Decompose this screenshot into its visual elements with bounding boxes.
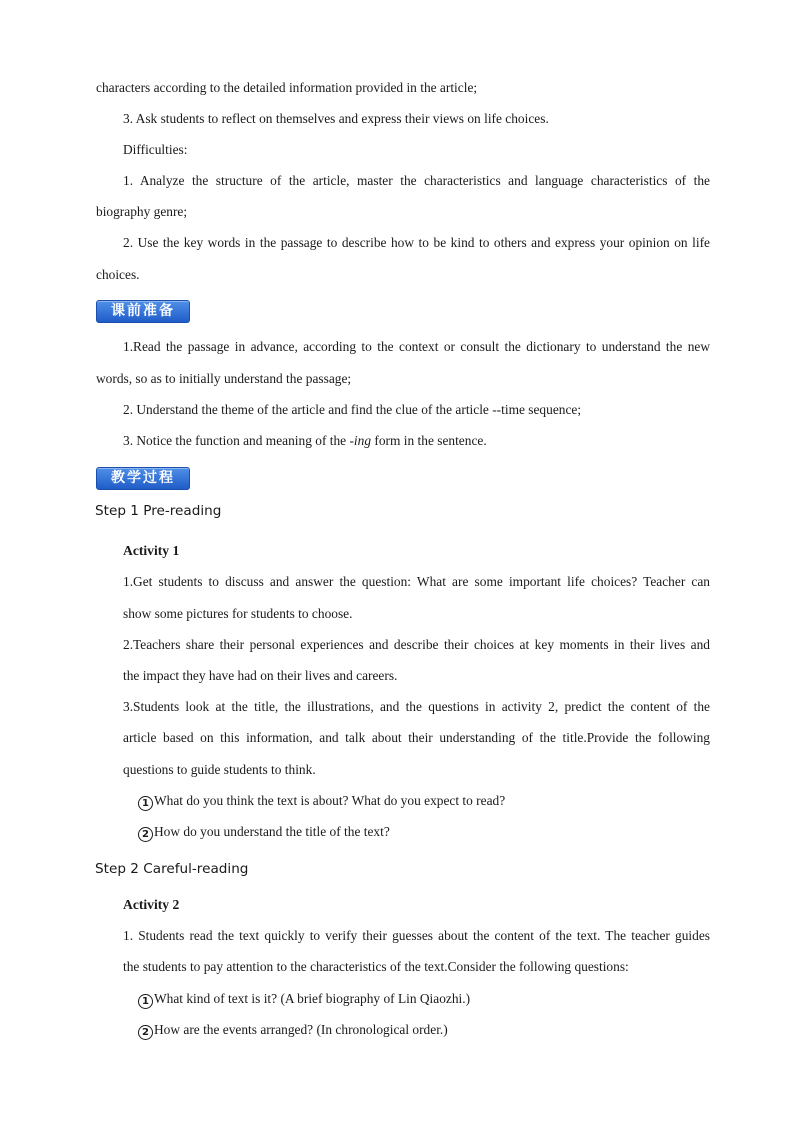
difficulties-heading: Difficulties: xyxy=(123,142,188,157)
question-2: 2 How do you understand the title of the text? xyxy=(138,823,390,842)
objective-item-3: 3. Ask students to reflect on themselves and express their views on life choices. xyxy=(123,111,549,126)
circled-number-1-icon: 1 xyxy=(138,994,153,1009)
activity-1-item-2-cont: the impact they have had on their lives and careers. xyxy=(123,668,398,683)
activity-1-item-1: 1.Get students to discuss and answer the question: What are some important life choices? Teacher can xyxy=(123,574,710,589)
activity-1-item-1-cont: show some pictures for students to choose. xyxy=(123,606,353,621)
ing-form: -ing xyxy=(349,433,372,448)
circled-number-2-icon: 2 xyxy=(138,1025,153,1040)
question-4: 2 How are the events arranged? (In chronological order.) xyxy=(138,1021,448,1040)
step-2-heading: Step 2 Careful-reading xyxy=(95,861,249,877)
preclass-badge: 课前准备 xyxy=(96,300,190,323)
difficulty-item-1: 1. Analyze the structure of the article, master the characteristics and language characteristics of the xyxy=(123,173,710,188)
activity-1-item-3-end: questions to guide students to think. xyxy=(123,762,316,777)
process-badge: 教学过程 xyxy=(96,467,190,490)
step-1-heading: Step 1 Pre-reading xyxy=(95,503,222,519)
preclass-item-2: 2. Understand the theme of the article and find the clue of the article --time sequence; xyxy=(123,402,582,417)
circled-number-1-icon: 1 xyxy=(138,796,153,811)
activity-1-heading: Activity 1 xyxy=(123,543,180,558)
activity-1-item-3-cont: article based on this information, and talk about their understanding of the title.Provide the following xyxy=(123,730,710,745)
difficulty-item-1-cont: biography genre; xyxy=(96,204,188,219)
objective-line: characters according to the detailed information provided in the article; xyxy=(96,80,478,95)
question-1: 1 What do you think the text is about? What do you expect to read? xyxy=(138,792,505,811)
preclass-item-1-cont: words, so as to initially understand the passage; xyxy=(96,371,352,386)
difficulty-item-2-cont: choices. xyxy=(96,267,140,282)
activity-1-item-3: 3.Students look at the title, the illustrations, and the questions in activity 2, predict the content of the xyxy=(123,699,710,714)
activity-2-item-1-cont: the students to pay attention to the characteristics of the text.Consider the following questions: xyxy=(123,959,629,974)
preclass-item-3: 3. Notice the function and meaning of the -ing form in the sentence. xyxy=(123,433,487,448)
preclass-item-1: 1.Read the passage in advance, according to the context or consult the dictionary to understand the new xyxy=(123,339,710,354)
activity-2-heading: Activity 2 xyxy=(123,897,180,912)
difficulty-item-2: 2. Use the key words in the passage to describe how to be kind to others and express your opinion on life xyxy=(123,235,710,250)
circled-number-2-icon: 2 xyxy=(138,827,153,842)
activity-1-item-2: 2.Teachers share their personal experiences and describe their choices at key moments in their lives and xyxy=(123,637,710,652)
question-3: 1 What kind of text is it? (A brief biography of Lin Qiaozhi.) xyxy=(138,990,470,1009)
activity-2-item-1: 1. Students read the text quickly to verify their guesses about the content of the text. The teacher guides xyxy=(123,928,710,943)
